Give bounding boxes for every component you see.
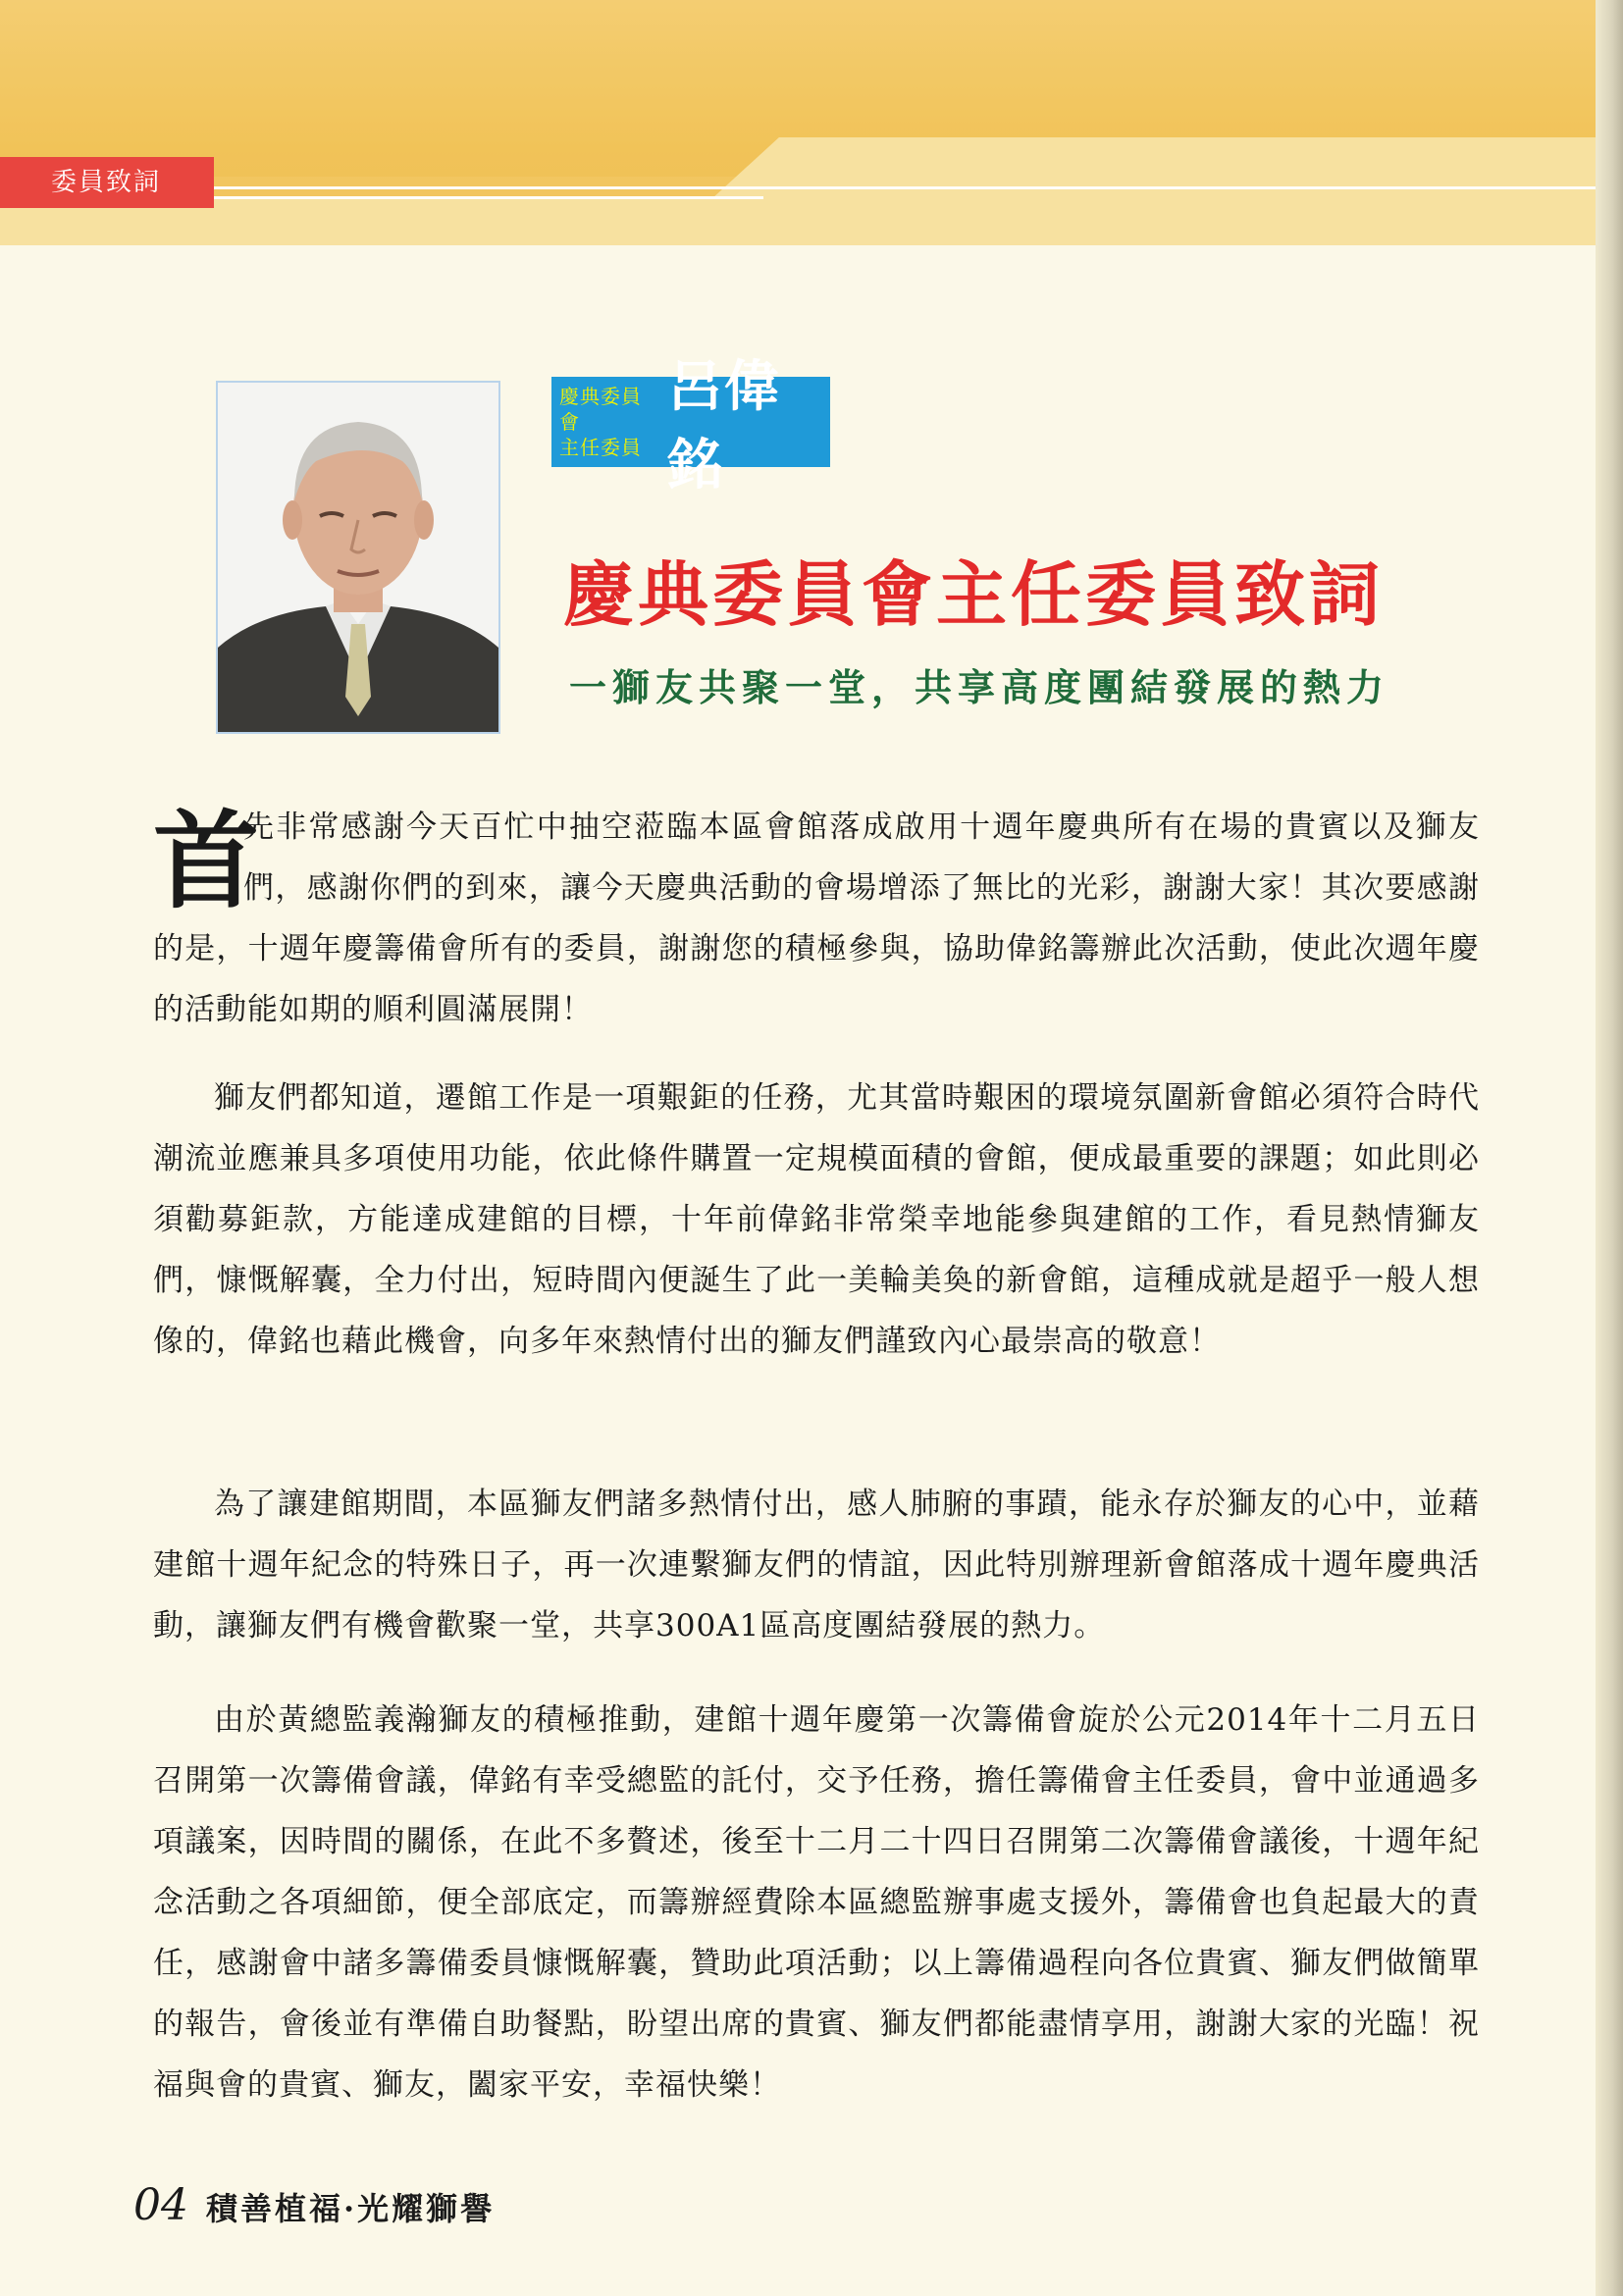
section-label: 委員致詞 <box>0 157 214 208</box>
badge-role-line1: 慶典委員會 <box>559 385 642 434</box>
page-footer <box>133 2180 495 2239</box>
page-edge <box>1596 0 1623 2296</box>
badge-role-line2: 主任委員 <box>559 436 642 459</box>
footer-slogan: 積善植福·光耀獅譽 <box>206 2190 496 2227</box>
article-title: 慶典委員會主任委員致詞 <box>563 553 1385 636</box>
paragraph-4: 由於黃總監義瀚獅友的積極推動，建館十週年慶第一次籌備會旋於公元2014年十二月五日召開第一次籌備會議，偉銘有幸受總監的託付，交予任務，擔任籌備會主任委員，會中並通過多項議案，因時間的關係，在此不多贅述，後至十二月二十四日召開第二次籌備會議後，十週年紀念活動之各項細節，便全部底定，而籌辦經費除本區總監辦事處支援外，籌備會也負起最大的責任，感謝會中諸多籌備委員慷慨解囊，贊助此項活動；以上籌備過程向各位貴賓、獅友們做簡單的報告，會後並有準備自助餐點，盼望出席的貴賓、獅友們都能盡情享用，謝謝大家的光臨！祝福與會的貴賓、獅友，闔家平安，幸福快樂！ <box>153 1702 1480 2103</box>
paragraph-3: 為了讓建館期間，本區獅友們諸多熱情付出，感人肺腑的事蹟，能永存於獅友的心中，並藉建館十週年紀念的特殊日子，再一次連繫獅友們的情誼，因此特別辦理新會館落成十週年慶典活動，讓獅友們有機會歡聚一堂，共享300A1區高度團結發展的熱力。 <box>153 1487 1480 1644</box>
paragraph-1-text: 先非常感謝今天百忙中抽空蒞臨本區會館落成啟用十週年慶典所有在場的貴賓以及獅友們，感謝你們的到來，讓今天慶典活動的會場增添了無比的光彩，謝謝大家！其次要感謝的是，十週年慶籌備會所有的委員，謝謝您的積極參與，協助偉銘籌辦此次活動，使此次週年慶的活動能如期的順利圓滿展開！ <box>153 809 1480 1027</box>
page-number: 04 <box>133 2180 188 2230</box>
header-rule <box>214 186 1617 189</box>
header-rule-lower <box>214 196 763 199</box>
badge-roles <box>559 384 657 460</box>
paragraph-1 <box>153 797 1480 1040</box>
article-subtitle: 一獅友共聚一堂，共享高度團結發展的熱力 <box>569 665 1390 709</box>
drop-cap: 首 <box>153 800 261 923</box>
name-badge <box>551 354 830 497</box>
badge-name: 呂偉銘 <box>667 354 782 497</box>
portrait-photo <box>216 381 500 734</box>
paragraph-2: 獅友們都知道，遷館工作是一項艱鉅的任務，尤其當時艱困的環境氛圍新會館必須符合時代潮流並應兼具多項使用功能，依此條件購置一定規模面積的會館，便成最重要的課題；如此則必須勸募鉅款，方能達成建館的目標，十年前偉銘非常榮幸地能參與建館的工作，看見熱情獅友們，慷慨解囊，全力付出，短時間內便誕生了此一美輪美奐的新會館，這種成就是超乎一般人想像的，偉銘也藉此機會，向多年來熱情付出的獅友們謹致內心最崇高的敬意！ <box>153 1080 1480 1359</box>
portrait-icon <box>218 383 498 732</box>
